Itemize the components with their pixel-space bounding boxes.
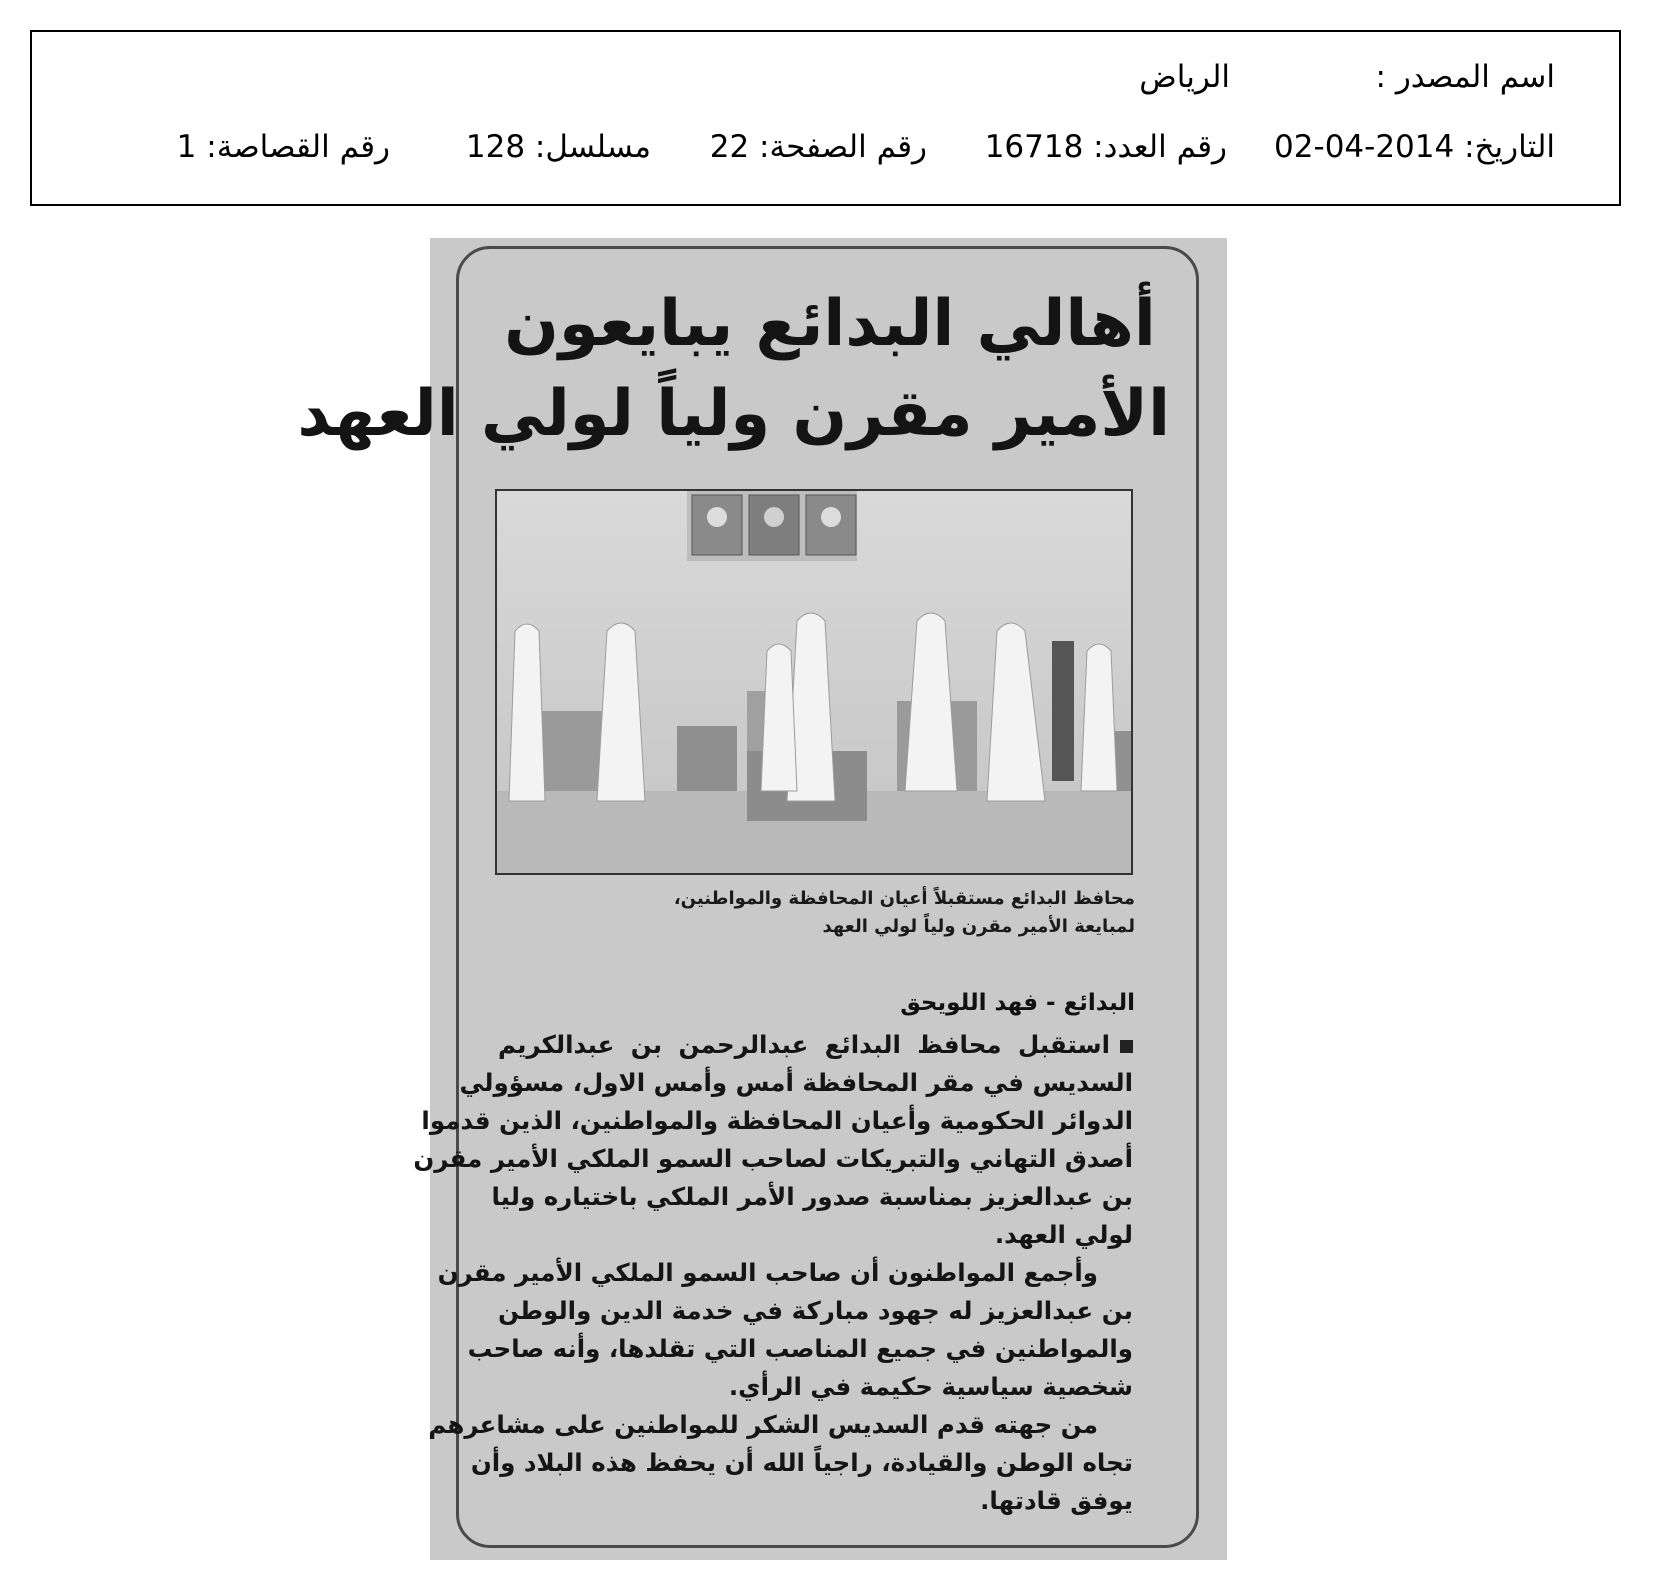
clip-number: رقم القصاصة: 1 <box>176 129 390 165</box>
issue-number: رقم العدد: 16718 <box>984 129 1227 165</box>
body-line-7: وأجمع المواطنون أن صاحب السمو الملكي الأمير مقرن <box>437 1258 1098 1287</box>
body-line-8: بن عبدالعزيز له جهود مباركة في خدمة الدين والوطن <box>498 1296 1133 1325</box>
page-number: رقم الصفحة: 22 <box>709 129 927 165</box>
article-photo <box>495 489 1133 875</box>
clipping-info-box <box>30 30 1621 206</box>
body-line-4: أصدق التهاني والتبريكات لصاحب السمو الملكي الأمير مقرن <box>413 1144 1133 1173</box>
source-label: اسم المصدر : <box>1375 59 1555 95</box>
newspaper-clipping <box>297 238 1227 1560</box>
body-line-9: والمواطنين في جميع المناصب التي تقلدها، وأنه صاحب <box>467 1334 1133 1363</box>
date-field: التاريخ: 2014-04-02 <box>1274 129 1555 165</box>
bullet-icon <box>1120 1040 1133 1053</box>
body-line-1: استقبل محافظ البدائع عبدالرحمن بن عبدالكريم <box>498 1033 1133 1058</box>
body-line-5: بن عبدالعزيز بمناسبة صدور الأمر الملكي باختياره وليا <box>491 1182 1133 1211</box>
body-line-10: شخصية سياسية حكيمة في الرأي. <box>728 1372 1133 1401</box>
headline-line-1: أهالي البدائع يبايعون <box>504 287 1156 361</box>
serial-number: مسلسل: 128 <box>465 129 651 165</box>
body-line-12: تجاه الوطن والقيادة، راجياً الله أن يحفظ هذه البلاد وأن <box>470 1448 1133 1477</box>
body-line-13: يوفق قادتها. <box>980 1486 1133 1515</box>
body-line-6: لولي العهد. <box>994 1220 1133 1249</box>
article-byline: البدائع - فهد اللويحق <box>900 990 1135 1016</box>
photo-caption-line-2: لمبايعة الأمير مقرن ولياً لولي العهد <box>822 916 1135 937</box>
photo-caption-line-1: محافظ البدائع مستقبلاً أعيان المحافظة والمواطنين، <box>673 888 1135 909</box>
body-line-3: الدوائر الحكومية وأعيان المحافظة والمواطنين، الذين قدموا <box>421 1106 1133 1135</box>
body-line-11: من جهته قدم السديس الشكر للمواطنين على مشاعرهم <box>428 1410 1098 1439</box>
source-value: الرياض <box>1139 59 1230 95</box>
body-line-2: السديس في مقر المحافظة أمس وأمس الاول، مسؤولي <box>459 1068 1133 1097</box>
headline-line-2: الأمير مقرن ولياً لولي العهد <box>297 377 1170 451</box>
